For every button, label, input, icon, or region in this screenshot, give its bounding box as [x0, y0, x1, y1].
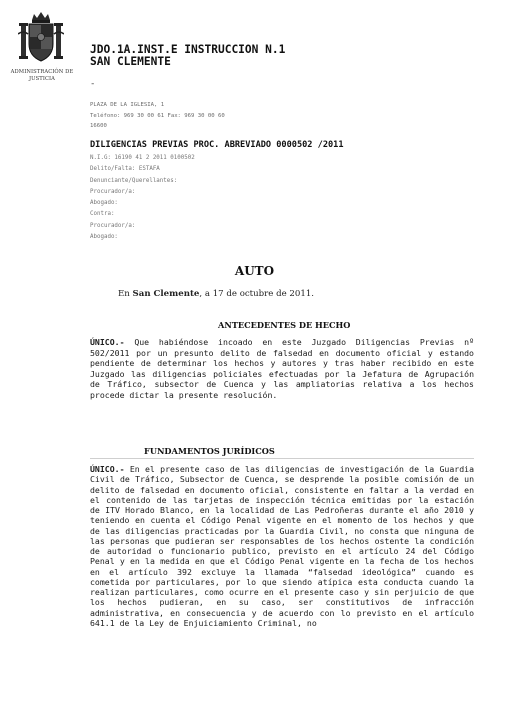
coat-of-arms-icon [18, 10, 64, 66]
date-place: San Clemente [132, 289, 200, 299]
meta-line: Denunciante/Querellantes: [90, 177, 178, 184]
crest-caption: ADMINISTRACIÓN DE JUSTICIA [10, 69, 74, 82]
meta-line: Procurador/a: [90, 188, 136, 195]
date-rest: , a 17 de octubre de 2011. [199, 289, 315, 299]
court-location: SAN CLEMENTE [90, 54, 171, 68]
meta-line: Contra: [90, 211, 115, 218]
fundamentos-heading: FUNDAMENTOS JURÍDICOS [144, 446, 275, 456]
antecedentes-text: Que habiéndose incoado en este Juzgado Diligencias Previas nº 502/2011 por un presunto delito de falsedad en documento oficial y estando pendiente de determinar los hechos y autores y tras haber recibido en este Juzgado las diligencias policiales efectuadas por la Jefatura de Agrupación de Tráfico, subsector de Cuenca y las ampliatorias relativa a los hechos procede dictar la presente resolución. [90, 337, 475, 400]
fundamentos-label: ÚNICO.- [90, 464, 125, 474]
court-address [90, 100, 225, 132]
meta-line: Delito/Falta: ESTAFA [90, 166, 160, 173]
meta-line: N.I.G: 16190 41 2 2011 0100502 [90, 155, 195, 161]
meta-line: Procurador/a: [90, 222, 136, 229]
date-line [118, 289, 314, 299]
section-divider [90, 458, 474, 459]
court-name: JDO.1A.INST.E INSTRUCCION N.1 [90, 43, 286, 56]
antecedentes-heading: ANTECEDENTES DE HECHO [218, 320, 351, 330]
case-metadata [90, 153, 195, 243]
meta-line: Abogado: [90, 200, 118, 207]
fundamentos-paragraph [90, 464, 474, 628]
date-prefix: En [118, 289, 130, 299]
court-dash: - [90, 79, 96, 89]
auto-title: AUTO [234, 264, 275, 278]
fundamentos-text: En el presente caso de las diligencias de investigación de la Guardia Civil de Tráfico, Subsector de Cuenca, se desprende la posible comisión de un delito de falsedad en documento oficial, consistente en faltar a la verdad en el contenido de las tarjetas de inspección técnica emitidas por la estación de ITV Horado Blanco, en la localidad de Las Pedroñeras durante el año 2010 y teniendo en cuenta el Código Penal vigente en el momento de los hechos y que de las diligencias practicadas por la Guardia Civil, no consta que ninguna de las personas que pudieran ser responsables de los hechos ostente la condición de autoridad o funcionario publico, previsto en el artículo 24 del Código Penal y en la medida en que el Código Penal vigente en la fecha de los hechos en el artículo 392 excluye la llamada “falsedad ideológica” cuando es cometida por particulares, por lo que siendo atípica esta conducta cuando la realizan particulares, como ocurre en el presente caso y sin perjuicio de que los hechos pudieran, en su caso, ser constitutivos de infracción administrativa, en consecuencia y de acuerdo con lo previsto en el artículo 641.1 de la Ley de Enjuiciamiento Criminal, no [90, 464, 475, 628]
court-header [90, 44, 285, 67]
meta-line: Abogado: [90, 234, 118, 241]
antecedentes-label: ÚNICO.- [90, 337, 125, 347]
address-street: PLAZA DE LA IGLESIA, 1 [90, 102, 165, 108]
address-phone: Teléfono: 969 30 00 61 Fax: 969 30 00 60 [90, 112, 225, 119]
case-title: DILIGENCIAS PREVIAS PROC. ABREVIADO 0000502 /2011 [90, 140, 344, 150]
antecedentes-paragraph [90, 337, 474, 400]
address-postal: 16600 [90, 123, 107, 129]
